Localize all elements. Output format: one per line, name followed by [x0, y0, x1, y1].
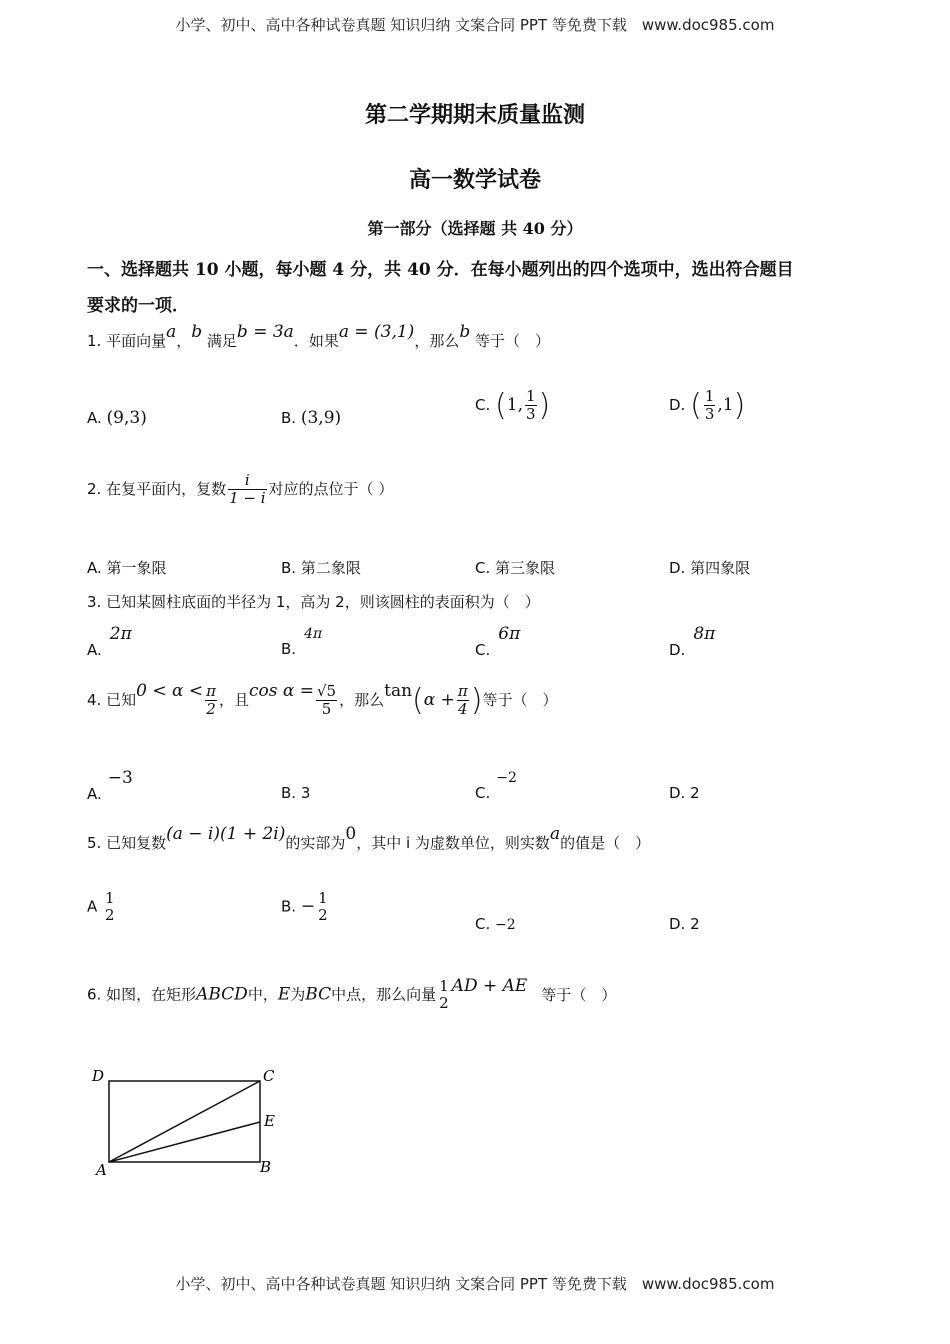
- section-instructions-line1: 一、选择题共 10 小题，每小题 4 分，共 40 分．在每小题列出的四个选项中，选出符合题目: [87, 260, 794, 280]
- q2-option-b: B. 第二象限: [281, 559, 361, 577]
- q5-option-c: C. −2: [475, 915, 516, 933]
- q1-option-b: B. (3,9): [281, 408, 342, 428]
- q4-option-c: C.−2: [475, 770, 517, 802]
- label-c: C: [263, 1067, 275, 1085]
- q2-option-c: C. 第三象限: [475, 559, 556, 577]
- q1-option-d: D. ( $\frac{1}{3}$ ,1): [669, 387, 746, 423]
- section-instructions-line2: 要求的一项．: [87, 296, 189, 316]
- q1-option-a: A. (9,3): [87, 408, 147, 428]
- part-heading: 第一部分（选择题 共 40 分）: [367, 219, 583, 238]
- question-3: 3. 已知某圆柱底面的半径为 1，高为 2，则该圆柱的表面积为（ ）: [87, 593, 540, 611]
- q3-option-c: C.6π: [475, 624, 521, 659]
- rectangle-figure: [80, 1060, 290, 1185]
- q3-option-b: B.4π: [281, 626, 323, 658]
- question-2: 2. 在复平面内，复数 $\frac{i}{1 - i}$ 对应的点位于（ ）: [87, 471, 394, 507]
- q5-option-a: A 1 2: [87, 889, 115, 924]
- footer-banner: 小学、初中、高中各种试卷真题 知识归纳 文案合同 PPT 等免费下载 www.doc985.com: [175, 1275, 775, 1293]
- label-d: D: [92, 1067, 105, 1085]
- q3-option-a: A.2π: [87, 624, 132, 659]
- header-banner: 小学、初中、高中各种试卷真题 知识归纳 文案合同 PPT 等免费下载 www.doc985.com: [175, 16, 775, 34]
- label-b: B: [260, 1158, 272, 1176]
- q4-option-a: A.−3: [87, 768, 133, 803]
- question-5: 5. 已知复数(a − i)(1 + 2i)的实部为0，其中 i 为虚数单位，则实数a的值是（ ）: [87, 824, 651, 852]
- q2-option-d: D. 第四象限: [669, 559, 751, 577]
- q4-option-b: B. 3: [281, 784, 311, 802]
- label-e: E: [264, 1112, 275, 1130]
- q2-option-a: A. 第一象限: [87, 559, 167, 577]
- q5-option-b: B. − 1 2: [281, 889, 328, 924]
- exam-title: 第二学期期末质量监测: [364, 102, 585, 128]
- question-1: 1. 平面向量a，b 满足b = 3a．如果a = (3,1)，那么b 等于（ ）: [87, 322, 551, 350]
- q5-option-d: D. 2: [669, 915, 700, 933]
- q4-option-d: D. 2: [669, 784, 700, 802]
- question-4: 4. 已知0 < α < $\frac{\pi}{2}$ ，且cos α = $\frac{√5}{5}$ ，那么tan(α + $\frac{\pi}{4}$ )等于（ ）: [87, 681, 558, 718]
- q3-option-d: D.8π: [669, 624, 716, 659]
- label-a: A: [96, 1161, 107, 1179]
- segment-ae: [109, 1122, 260, 1162]
- exam-subtitle: 高一数学试卷: [408, 167, 541, 193]
- segment-ac: [109, 1081, 260, 1162]
- q1-option-c: C. (1, $\frac{1}{3}$ ): [475, 387, 551, 423]
- question-6: 6. 如图，在矩形ABCD中，E为BC中点，那么向量 1 2 AD + AE 等于（ ）: [87, 975, 617, 1012]
